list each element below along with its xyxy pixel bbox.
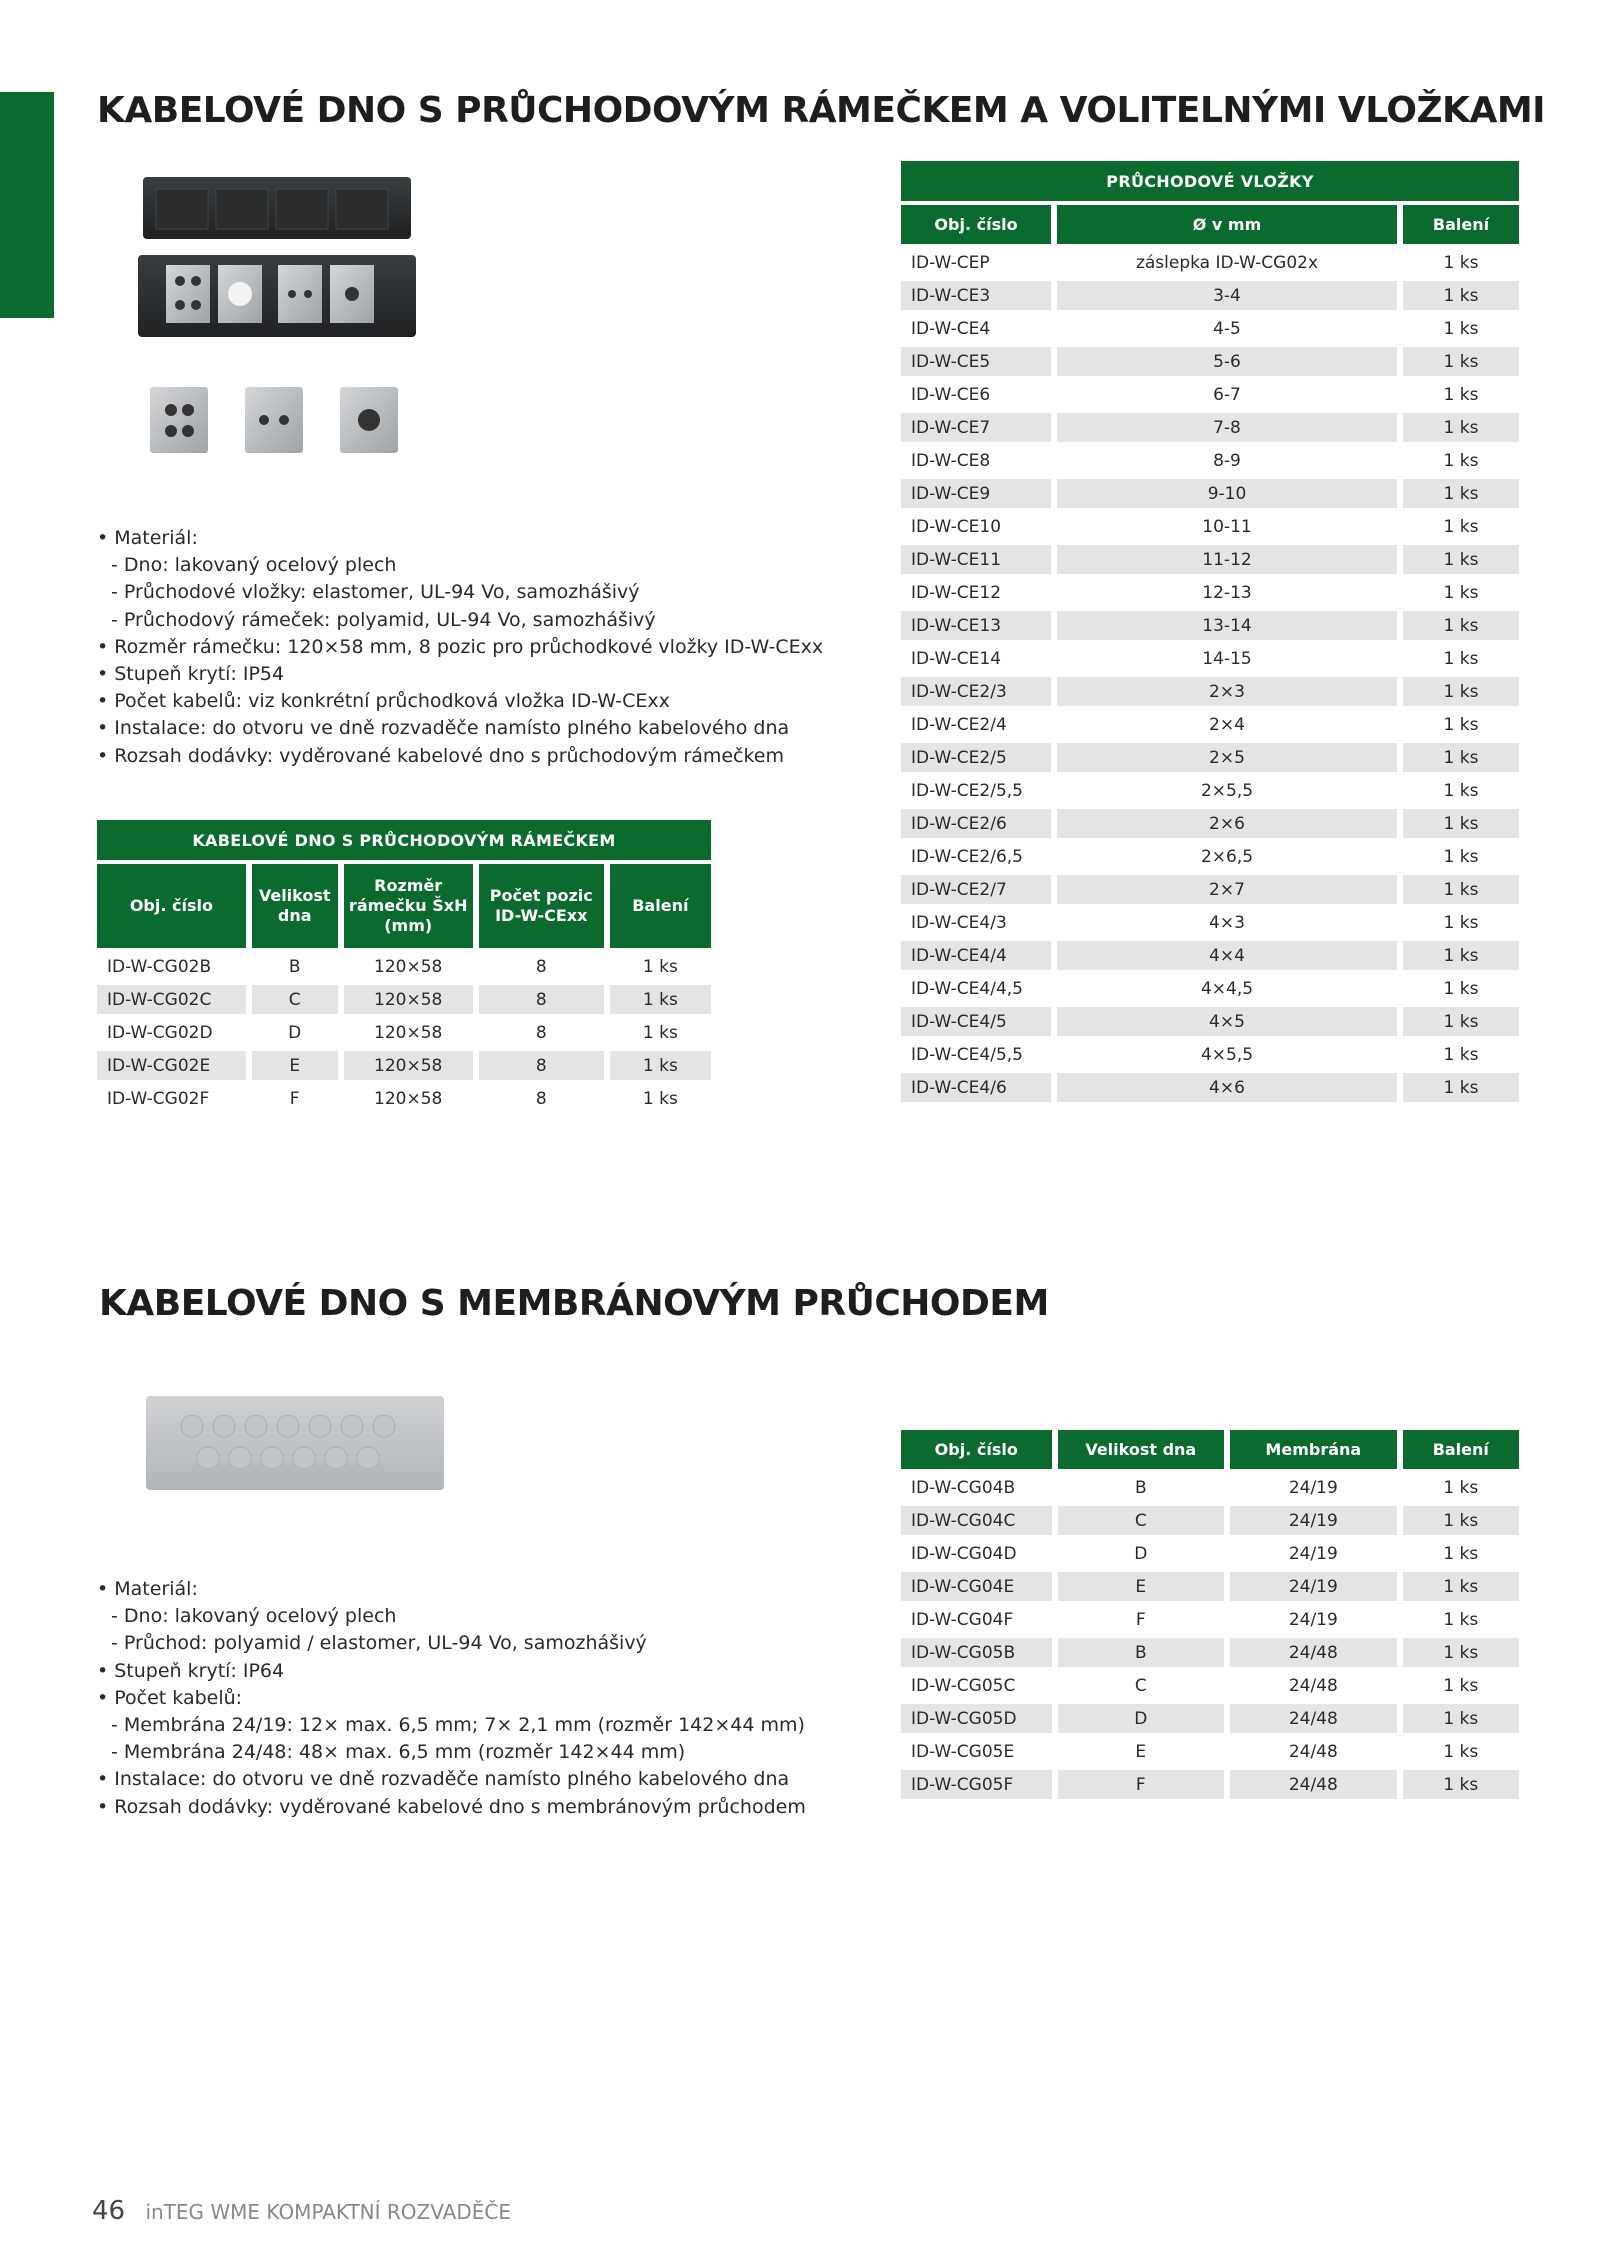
table-cell: ID-W-CE4/4 [901, 941, 1051, 970]
product-photo-membrane-floor [144, 1390, 446, 1498]
table-row [901, 1638, 1519, 1667]
table-row [901, 446, 1519, 475]
table-cell: 120×58 [344, 952, 473, 981]
table-cell: 11-12 [1057, 545, 1397, 574]
table-cell: 1 ks [1403, 380, 1519, 409]
table-cell: ID-W-CG05D [901, 1704, 1052, 1733]
table-cell: 24/19 [1230, 1539, 1397, 1568]
page-number: 46 [92, 2196, 126, 2226]
table-cell: 120×58 [344, 1018, 473, 1047]
table-caption: KABELOVÉ DNO S PRŮCHODOVÝM RÁMEČKEM [97, 820, 711, 860]
table-cell: B [1058, 1638, 1225, 1667]
table-cell: 1 ks [1403, 248, 1519, 277]
table-cell: ID-W-CE5 [901, 347, 1051, 376]
table-row [901, 1605, 1519, 1634]
table-cell: ID-W-CE13 [901, 611, 1051, 640]
column-header: Ø v mm [1057, 205, 1397, 244]
table-cell: ID-W-CG05E [901, 1737, 1052, 1766]
table-cell: ID-W-CG02B [97, 952, 246, 981]
table-cell: ID-W-CE4/5 [901, 1007, 1051, 1036]
column-header: Velikost dna [1058, 1430, 1225, 1469]
table-row [901, 1737, 1519, 1766]
section-title-frame-floor: KABELOVÉ DNO S PRŮCHODOVÝM RÁMEČKEM A VOLITELNÝMI VLOŽKAMI [97, 90, 1546, 131]
table-row [901, 1506, 1519, 1535]
table-cell: ID-W-CG04D [901, 1539, 1052, 1568]
table-cell: 2×5,5 [1057, 776, 1397, 805]
spec-item: - Dno: lakovaný ocelový plech [97, 1603, 806, 1630]
table-row [901, 842, 1519, 871]
spec-item: • Instalace: do otvoru ve dně rozvaděče namísto plného kabelového dna [97, 1766, 806, 1793]
table-cell: ID-W-CG05B [901, 1638, 1052, 1667]
table-cell: ID-W-CE4/6 [901, 1073, 1051, 1102]
table-cell: ID-W-CE11 [901, 545, 1051, 574]
table-cell: ID-W-CG04F [901, 1605, 1052, 1634]
table-cell: 1 ks [1403, 446, 1519, 475]
table-row [901, 578, 1519, 607]
table-cell: F [252, 1084, 338, 1113]
section-title-membrane-floor: KABELOVÉ DNO S MEMBRÁNOVÝM PRŮCHODEM [99, 1283, 1049, 1324]
table-cell: 1 ks [610, 1084, 711, 1113]
table-cell: ID-W-CEP [901, 248, 1051, 277]
spec-item: - Dno: lakovaný ocelový plech [97, 552, 823, 579]
table-cell: 13-14 [1057, 611, 1397, 640]
table-cell: C [252, 985, 338, 1014]
table-cell: 1 ks [1403, 1007, 1519, 1036]
table-cell: záslepka ID-W-CG02x [1057, 248, 1397, 277]
column-header: Obj. číslo [901, 1430, 1052, 1469]
table-cell: ID-W-CE12 [901, 578, 1051, 607]
table-cell: B [1058, 1473, 1225, 1502]
spec-item: • Rozměr rámečku: 120×58 mm, 8 pozic pro průchodkové vložky ID-W-CExx [97, 634, 823, 661]
table-cell: C [1058, 1506, 1225, 1535]
spec-item: • Stupeň krytí: IP64 [97, 1658, 806, 1685]
table-row [97, 1018, 711, 1047]
table-cell: 9-10 [1057, 479, 1397, 508]
table-cell: 4×6 [1057, 1073, 1397, 1102]
table-cell: ID-W-CG02F [97, 1084, 246, 1113]
table-cell: ID-W-CG02C [97, 985, 246, 1014]
table-cell: 1 ks [1403, 908, 1519, 937]
table-row [901, 479, 1519, 508]
column-header: Membrána [1230, 1430, 1397, 1469]
table-cell: 1 ks [1403, 1473, 1519, 1502]
table-cell: ID-W-CE4 [901, 314, 1051, 343]
table-row [901, 1040, 1519, 1069]
table-cell: 6-7 [1057, 380, 1397, 409]
column-header: Balení [1403, 205, 1519, 244]
table-row [901, 1073, 1519, 1102]
table-cell: 1 ks [1403, 413, 1519, 442]
table-row [901, 512, 1519, 541]
table-cell: 8 [479, 985, 604, 1014]
table-cell: ID-W-CE3 [901, 281, 1051, 310]
table-cell: F [1058, 1605, 1225, 1634]
table-cell: 1 ks [1403, 1704, 1519, 1733]
spec-item: • Počet kabelů: [97, 1685, 806, 1712]
table-row [901, 809, 1519, 838]
table-cell: ID-W-CE2/5 [901, 743, 1051, 772]
table-row [901, 776, 1519, 805]
table-row [97, 1051, 711, 1080]
table-cell: D [1058, 1539, 1225, 1568]
table-row [901, 1704, 1519, 1733]
table-row [901, 1539, 1519, 1568]
table-cell: 1 ks [610, 1018, 711, 1047]
table-row [97, 1084, 711, 1113]
spec-item: • Stupeň krytí: IP54 [97, 661, 823, 688]
table-cell: 10-11 [1057, 512, 1397, 541]
table-row [901, 248, 1519, 277]
footer-text: inTEG WME KOMPAKTNÍ ROZVADĚČE [145, 2200, 511, 2224]
table-cell: ID-W-CG05C [901, 1671, 1052, 1700]
table-caption: PRŮCHODOVÉ VLOŽKY [901, 161, 1519, 201]
table-cell: 8-9 [1057, 446, 1397, 475]
table-cell: 1 ks [1403, 941, 1519, 970]
table-row [901, 611, 1519, 640]
product-photo-frame-with-inserts [138, 175, 416, 475]
table-inserts [895, 157, 1525, 1106]
spec-item: - Membrána 24/48: 48× max. 6,5 mm (rozměr 142×44 mm) [97, 1739, 806, 1766]
table-cell: ID-W-CE9 [901, 479, 1051, 508]
table-cell: ID-W-CE6 [901, 380, 1051, 409]
table-membrane-floor [895, 1426, 1525, 1803]
table-row [97, 985, 711, 1014]
table-cell: 5-6 [1057, 347, 1397, 376]
table-cell: 24/19 [1230, 1572, 1397, 1601]
table-row [901, 314, 1519, 343]
table-cell: 120×58 [344, 985, 473, 1014]
table-row [901, 710, 1519, 739]
column-header: Rozměr rámečku ŠxH (mm) [344, 864, 473, 948]
table-row [901, 1572, 1519, 1601]
table-cell: 1 ks [1403, 1770, 1519, 1799]
table-cell: 1 ks [1403, 545, 1519, 574]
table-cell: 1 ks [1403, 842, 1519, 871]
table-row [901, 1770, 1519, 1799]
table-cell: ID-W-CE2/6 [901, 809, 1051, 838]
table-cell: ID-W-CE2/6,5 [901, 842, 1051, 871]
table-cell: 4×5 [1057, 1007, 1397, 1036]
table-cell: 1 ks [1403, 1539, 1519, 1568]
table-cell: 1 ks [1403, 743, 1519, 772]
table-cell: 24/48 [1230, 1671, 1397, 1700]
column-header: Balení [1403, 1430, 1519, 1469]
spec-item: • Rozsah dodávky: vyděrované kabelové dno s průchodovým rámečkem [97, 743, 823, 770]
table-cell: 1 ks [1403, 776, 1519, 805]
table-cell: 1 ks [1403, 1671, 1519, 1700]
table-cell: 1 ks [1403, 512, 1519, 541]
table-cell: ID-W-CE8 [901, 446, 1051, 475]
table-cell: 1 ks [1403, 611, 1519, 640]
table-row [901, 1473, 1519, 1502]
table-row [97, 952, 711, 981]
table-cell: 8 [479, 1051, 604, 1080]
spec-item: - Průchodový rámeček: polyamid, UL-94 Vo, samozhášivý [97, 607, 823, 634]
table-row [901, 380, 1519, 409]
table-cell: 1 ks [610, 952, 711, 981]
table-cell: 4×4 [1057, 941, 1397, 970]
table-cell: 1 ks [1403, 1073, 1519, 1102]
table-cell: D [1058, 1704, 1225, 1733]
table-frame-floor [91, 816, 717, 1117]
table-cell: ID-W-CE4/5,5 [901, 1040, 1051, 1069]
table-cell: B [252, 952, 338, 981]
spec-item: • Materiál: [97, 525, 823, 552]
table-cell: 1 ks [1403, 974, 1519, 1003]
table-cell: ID-W-CE14 [901, 644, 1051, 673]
table-cell: 2×4 [1057, 710, 1397, 739]
table-cell: 1 ks [1403, 1040, 1519, 1069]
table-cell: ID-W-CG04B [901, 1473, 1052, 1502]
spec-item: - Membrána 24/19: 12× max. 6,5 mm; 7× 2,1 mm (rozměr 142×44 mm) [97, 1712, 806, 1739]
table-cell: ID-W-CE10 [901, 512, 1051, 541]
table-cell: 1 ks [610, 1051, 711, 1080]
table-cell: C [1058, 1671, 1225, 1700]
table-cell: 1 ks [1403, 479, 1519, 508]
table-cell: 2×3 [1057, 677, 1397, 706]
table-cell: 4×4,5 [1057, 974, 1397, 1003]
table-row [901, 1007, 1519, 1036]
table-cell: E [252, 1051, 338, 1080]
table-cell: E [1058, 1737, 1225, 1766]
table-cell: 1 ks [1403, 314, 1519, 343]
table-row [901, 413, 1519, 442]
table-cell: 7-8 [1057, 413, 1397, 442]
table-cell: 3-4 [1057, 281, 1397, 310]
table-cell: ID-W-CE4/4,5 [901, 974, 1051, 1003]
table-row [901, 347, 1519, 376]
table-cell: ID-W-CE4/3 [901, 908, 1051, 937]
table-cell: 24/48 [1230, 1737, 1397, 1766]
table-cell: 1 ks [1403, 644, 1519, 673]
table-cell: 1 ks [1403, 1572, 1519, 1601]
table-cell: 2×6,5 [1057, 842, 1397, 871]
table-cell: 24/48 [1230, 1770, 1397, 1799]
table-row [901, 644, 1519, 673]
table-cell: E [1058, 1572, 1225, 1601]
column-header: Balení [610, 864, 711, 948]
table-cell: ID-W-CE2/7 [901, 875, 1051, 904]
column-header: Obj. číslo [97, 864, 246, 948]
table-row [901, 1671, 1519, 1700]
section-color-tab [0, 92, 54, 318]
spec-item: - Průchod: polyamid / elastomer, UL-94 Vo, samozhášivý [97, 1630, 806, 1657]
spec-item: • Instalace: do otvoru ve dně rozvaděče namísto plného kabelového dna [97, 715, 823, 742]
table-cell: 120×58 [344, 1084, 473, 1113]
spec-list-frame-floor [97, 525, 823, 770]
table-row [901, 545, 1519, 574]
spec-item: • Rozsah dodávky: vyděrované kabelové dno s membránovým průchodem [97, 1794, 806, 1821]
table-cell: 8 [479, 1018, 604, 1047]
table-cell: 120×58 [344, 1051, 473, 1080]
table-cell: ID-W-CG04C [901, 1506, 1052, 1535]
table-row [901, 743, 1519, 772]
table-cell: ID-W-CE2/5,5 [901, 776, 1051, 805]
table-cell: 8 [479, 952, 604, 981]
table-cell: 1 ks [1403, 677, 1519, 706]
table-cell: 4-5 [1057, 314, 1397, 343]
table-cell: ID-W-CG02D [97, 1018, 246, 1047]
spec-item: • Počet kabelů: viz konkrétní průchodková vložka ID-W-CExx [97, 688, 823, 715]
table-cell: 1 ks [610, 985, 711, 1014]
table-cell: 8 [479, 1084, 604, 1113]
table-cell: F [1058, 1770, 1225, 1799]
table-row [901, 677, 1519, 706]
table-cell: D [252, 1018, 338, 1047]
spec-item: - Průchodové vložky: elastomer, UL-94 Vo, samozhášivý [97, 579, 823, 606]
table-cell: ID-W-CE2/3 [901, 677, 1051, 706]
table-cell: ID-W-CE7 [901, 413, 1051, 442]
table-row [901, 281, 1519, 310]
table-cell: 1 ks [1403, 809, 1519, 838]
table-cell: 24/19 [1230, 1605, 1397, 1634]
table-cell: ID-W-CG05F [901, 1770, 1052, 1799]
table-row [901, 875, 1519, 904]
table-cell: 1 ks [1403, 875, 1519, 904]
column-header: Velikost dna [252, 864, 338, 948]
table-cell: ID-W-CG02E [97, 1051, 246, 1080]
table-cell: 14-15 [1057, 644, 1397, 673]
table-cell: 1 ks [1403, 1605, 1519, 1634]
page-footer [92, 2196, 511, 2226]
table-cell: 24/48 [1230, 1638, 1397, 1667]
table-cell: 24/19 [1230, 1473, 1397, 1502]
table-cell: ID-W-CE2/4 [901, 710, 1051, 739]
column-header: Počet pozic ID-W-CExx [479, 864, 604, 948]
table-cell: 1 ks [1403, 1737, 1519, 1766]
table-cell: 12-13 [1057, 578, 1397, 607]
table-cell: 4×3 [1057, 908, 1397, 937]
table-row [901, 908, 1519, 937]
table-cell: 1 ks [1403, 281, 1519, 310]
table-cell: 2×7 [1057, 875, 1397, 904]
table-cell: 1 ks [1403, 347, 1519, 376]
table-cell: 24/48 [1230, 1704, 1397, 1733]
table-cell: 1 ks [1403, 1506, 1519, 1535]
table-row [901, 941, 1519, 970]
table-cell: 4×5,5 [1057, 1040, 1397, 1069]
column-header: Obj. číslo [901, 205, 1051, 244]
table-cell: 2×6 [1057, 809, 1397, 838]
table-cell: ID-W-CG04E [901, 1572, 1052, 1601]
table-cell: 1 ks [1403, 578, 1519, 607]
spec-item: • Materiál: [97, 1576, 806, 1603]
table-cell: 1 ks [1403, 710, 1519, 739]
spec-list-membrane-floor [97, 1576, 806, 1821]
table-row [901, 974, 1519, 1003]
table-cell: 24/19 [1230, 1506, 1397, 1535]
table-cell: 1 ks [1403, 1638, 1519, 1667]
table-cell: 2×5 [1057, 743, 1397, 772]
